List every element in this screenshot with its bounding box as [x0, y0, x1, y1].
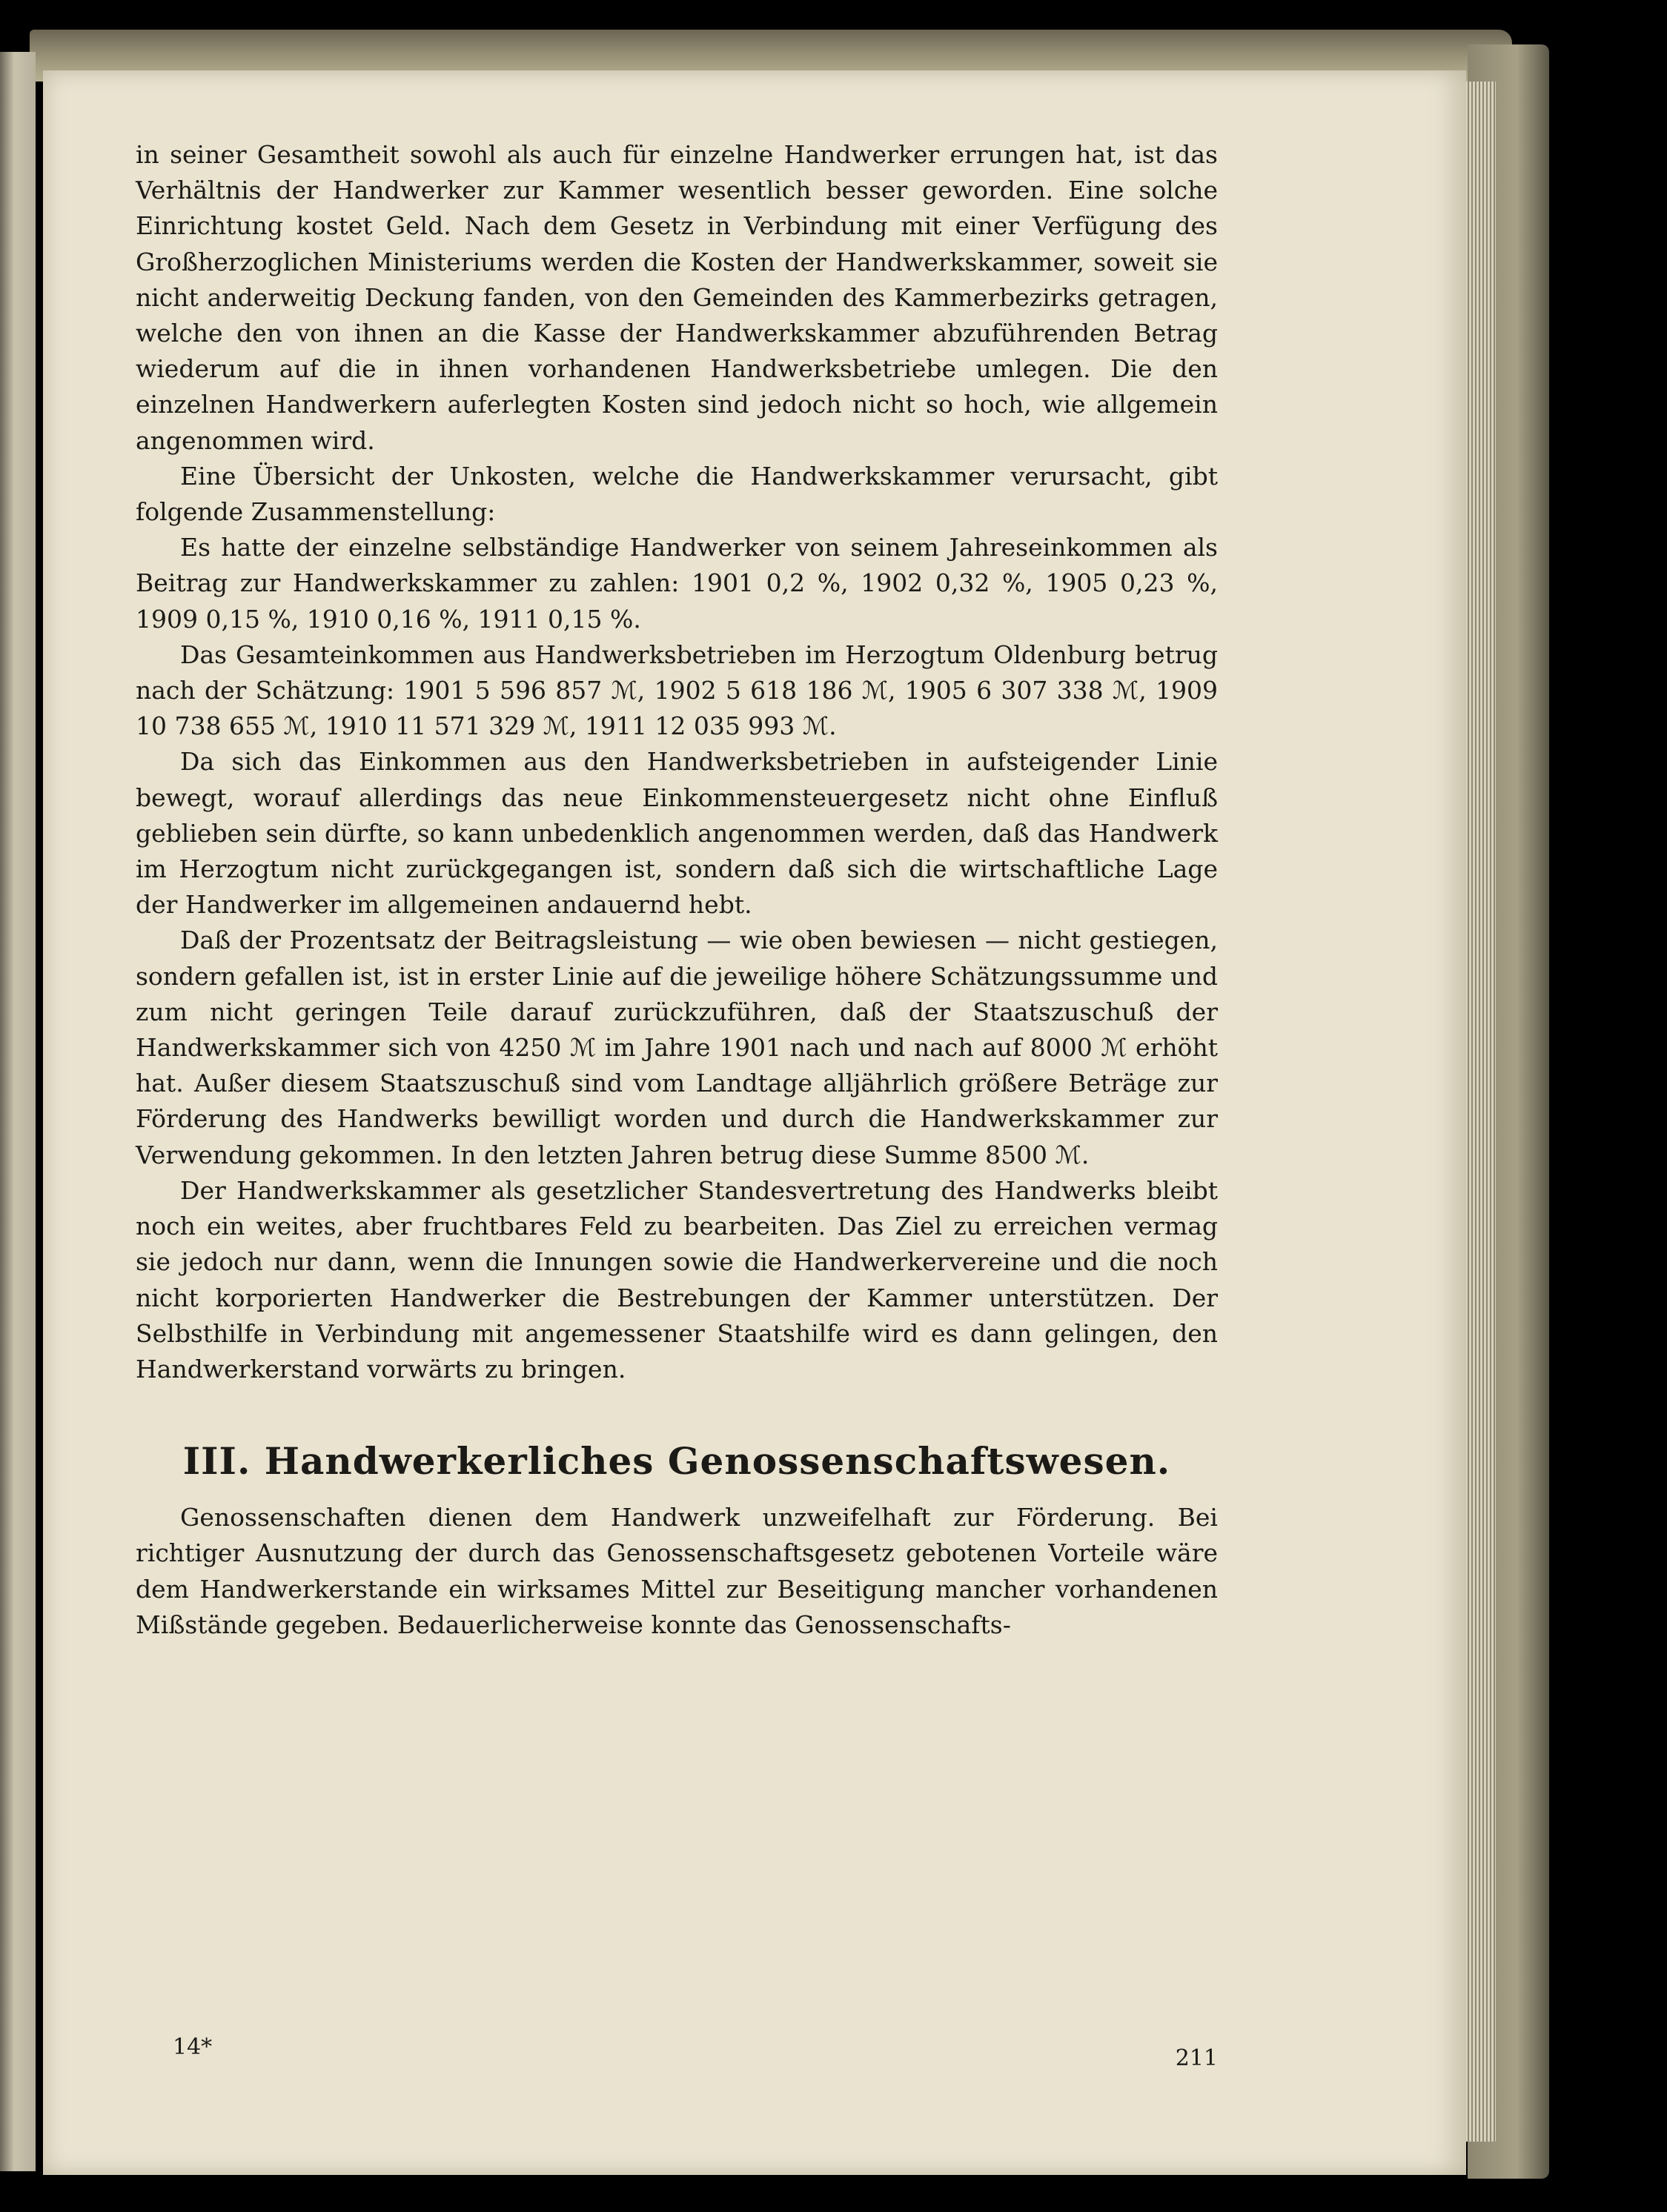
paragraph: Da sich das Einkommen aus den Handwerksbetrieben in aufsteigender Linie bewegt, worauf allerdings das neue Einkommensteuergesetz nicht ohne Einfluß geblieben sein dürfte, so kann unbedenklich angenommen werden, daß das Handwerk im Herzogtum nicht zurückgegangen ist, sondern daß sich die wirtschaftliche Lage der Handwerker im allgemeinen andauernd hebt.: [136, 747, 1218, 920]
section-heading: III. Handwerkerliches Genossenschaftswesen.: [182, 1439, 1171, 1484]
paragraph-continuation: in seiner Gesamtheit sowohl als auch für einzelne Handwerker errungen hat, ist das Verhältnis der Handwerker zur Kammer wesentlich besser geworden. Eine solche Einrichtung kostet Geld. Nach dem Gesetz in Verbindung mit einer Verfügung des Großherzoglichen Ministeriums werden die Kosten der Handwerkskammer, soweit sie nicht anderweitig Deckung fanden, von den Gemeinden des Kammerbezirks getragen, welche den von ihnen an die Kasse der Handwerkskammer abzuführenden Betrag wiederum auf die in ihnen vorhandenen Handwerksbetriebe umlegen. Die den einzelnen Handwerkern auferlegten Kosten sind jedoch nicht so hoch, wie allgemein angenommen wird.: [136, 140, 1218, 455]
page-number: 211: [1175, 2045, 1218, 2071]
paragraph: Es hatte der einzelne selbständige Handwerker von seinem Jahreseinkommen als Beitrag zur Handwerkskammer zu zahlen: 1901 0,2 %, 1902 0,32 %, 1905 0,23 %, 1909 0,15 %, 1910 0,16 %, 1911 0,15 %.: [136, 533, 1218, 634]
paragraph: Der Handwerkskammer als gesetzlicher Standesvertretung des Handwerks bleibt noch ein weites, aber fruchtbares Feld zu bearbeiten. Das Ziel zu erreichen vermag sie jedoch nur dann, wenn die Innungen sowie die Handwerkervereine und die noch nicht korporierten Handwerker die Bestrebungen der Kammer unterstützen. Der Selbsthilfe in Verbindung mit angemessener Staatshilfe wird es dann gelingen, den Handwerkerstand vorwärts zu bringen.: [136, 1175, 1218, 1384]
page-stack-edges: [1462, 82, 1496, 2142]
paragraph: Das Gesamteinkommen aus Handwerksbetrieben im Herzogtum Oldenburg betrug nach der Schätzung: 1901 5 596 857 ℳ, 1902 5 618 186 ℳ, 1905 6 307 338 ℳ, 1909 10 738 655 ℳ, 1910 11 571 329 ℳ, 1911 12 035 993 ℳ.: [136, 640, 1218, 741]
signature-mark: 14*: [173, 2034, 213, 2060]
page-text: [136, 137, 1218, 1643]
paragraph: Eine Übersicht der Unkosten, welche die Handwerkskammer verursacht, gibt folgende Zusammenstellung:: [136, 461, 1218, 527]
section-paragraph: Genossenschaften dienen dem Handwerk unzweifelhaft zur Förderung. Bei richtiger Ausnutzung der durch das Genossenschaftsgesetz gebotenen Vorteile wäre dem Handwerkerstande ein wirksames Mittel zur Beseitigung mancher vorhandenen Mißstände gegeben. Bedauerlicherweise konnte das Genossenschafts-: [136, 1503, 1218, 1639]
book-left-page-edge: [0, 52, 36, 2171]
paragraph: Daß der Prozentsatz der Beitragsleistung — wie oben bewiesen — nicht gestiegen, sondern gefallen ist, ist in erster Linie auf die jeweilige höhere Schätzungssumme und zum nicht geringen Teile darauf zurückzuführen, daß der Staatszuschuß der Handwerkskammer sich von 4250 ℳ im Jahre 1901 nach und nach auf 8000 ℳ erhöht hat. Außer diesem Staatszuschuß sind vom Landtage alljährlich größere Beträge zur Förderung des Handwerks bewilligt worden und durch die Handwerkskammer zur Verwendung gekommen. In den letzten Jahren betrug diese Summe 8500 ℳ.: [136, 926, 1218, 1169]
